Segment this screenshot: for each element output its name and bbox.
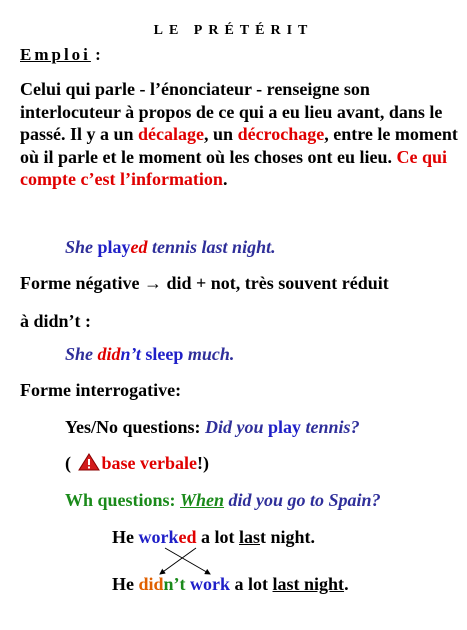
ex2-not: n’t (120, 344, 141, 364)
keyword-decalage: décalage (138, 124, 205, 144)
arrow-to-work (165, 548, 210, 574)
wh-rest: did you go to Spain? (224, 490, 381, 510)
ex1-verb: play (97, 237, 131, 257)
ex3-verb: work (138, 527, 179, 547)
example-negative (65, 343, 234, 365)
ex2-rest: much. (183, 344, 235, 364)
negative-rule: did + not, très souvent réduit (161, 273, 389, 293)
yes-no-verb: play (268, 417, 302, 437)
emploi-label: Emploi (20, 45, 91, 64)
ex4-did: did (138, 574, 164, 594)
ex4-verb: work (190, 574, 231, 594)
yes-no-label: Yes/No questions: (65, 417, 206, 437)
base-close: !) (196, 453, 209, 473)
paragraph-text-1: Celui qui parle - l’énonciateur - renseigne son interlocuteur à propos de ce qui a eu lieu avant, dans le passé. Il y a un (20, 79, 443, 144)
right-arrow-icon: → (143, 273, 162, 293)
base-verbale-text: base verbale (101, 453, 197, 473)
paragraph-text-4: . (222, 169, 228, 189)
definition-paragraph (20, 78, 460, 191)
negative-form-line-2: à didn’t : (20, 311, 92, 331)
wh-label: Wh questions: (65, 490, 181, 510)
ex1-subject: She (65, 237, 98, 257)
ex3-ending: ed (178, 527, 197, 547)
example-affirmative (65, 236, 276, 258)
ex4-subject: He (112, 574, 139, 594)
example-didnt-work (112, 573, 349, 595)
page-title: LE PRÉTÉRIT (153, 23, 314, 38)
yes-no-rest: tennis? (301, 417, 360, 437)
ex4-period: . (344, 574, 349, 594)
wh-questions-line (65, 489, 381, 511)
ex2-subject: She (65, 344, 98, 364)
warning-triangle-icon (78, 453, 100, 471)
base-verbale-note (65, 452, 209, 474)
base-open: ( (65, 453, 76, 473)
interrogative-heading: Forme interrogative: (20, 380, 182, 400)
keyword-decrochage: décrochage (237, 124, 325, 144)
yes-no-questions-line (65, 416, 360, 438)
arrow-to-didnt (160, 548, 196, 574)
keyword-information: Ce qui compte c’est l’information (20, 146, 447, 189)
negative-form-line (20, 272, 389, 294)
ex2-verb: sleep (140, 344, 184, 364)
ex1-rest: tennis last night. (147, 237, 276, 257)
ex3-las: las (239, 527, 261, 547)
paragraph-text-2: , un (204, 124, 238, 144)
paragraph-text-3: , entre le moment où il parle et le moment où les choses ont eu lieu. (20, 124, 458, 167)
yes-no-aux: Did you (205, 417, 269, 437)
negative-label: Forme négative (20, 273, 144, 293)
ex1-ending: ed (130, 237, 148, 257)
ex3-middle: a lot (196, 527, 239, 547)
emploi-colon: : (90, 45, 101, 64)
ex2-did: did (97, 344, 121, 364)
ex4-not: n’t (163, 574, 191, 594)
ex3-subject: He (112, 527, 139, 547)
emploi-heading (20, 44, 101, 66)
ex4-middle: a lot (230, 574, 273, 594)
wh-word: When (180, 490, 225, 510)
example-worked (112, 526, 315, 548)
ex4-time: last night (272, 574, 345, 594)
ex3-rest: t night. (260, 527, 316, 547)
